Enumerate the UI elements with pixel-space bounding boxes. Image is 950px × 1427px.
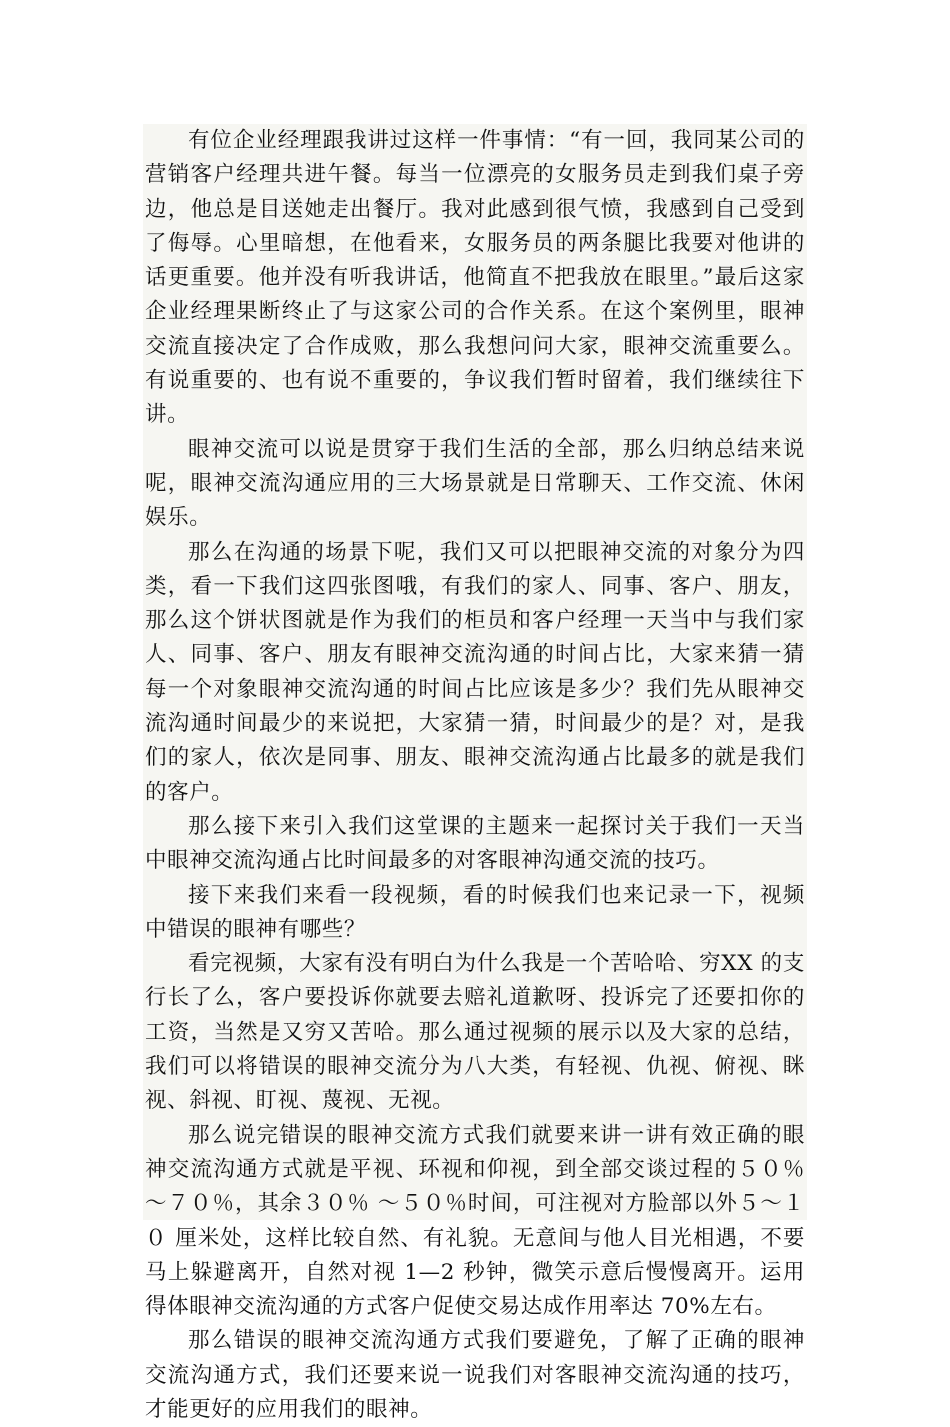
paragraph-2: 眼神交流可以说是贯穿于我们生活的全部，那么归纳总结来说呢，眼神交流沟通应用的三大场景就是日常聊天、工作交流、休闲娱乐。 [145,436,805,531]
paragraph-4: 那么接下来引入我们这堂课的主题来一起探讨关于我们一天当中眼神交流沟通占比时间最多的对客眼神沟通交流的技巧。 [145,813,805,874]
document-body [145,124,805,1427]
paragraph-6: 看完视频，大家有没有明白为什么我是一个苦哈哈、穷XX 的支行长了么，客户要投诉你就要去赔礼道歉呀、投诉完了还要扣你的工资，当然是又穷又苦哈。那么通过视频的展示以及大家的总结，我们可以将错误的眼神交流分为八大类，有轻视、仇视、俯视、眯视、斜视、盯视、蔑视、无视。 [145,951,805,1114]
paragraph-3: 那么在沟通的场景下呢，我们又可以把眼神交流的对象分为四类，看一下我们这四张图哦，有我们的家人、同事、客户、朋友，那么这个饼状图就是作为我们的柜员和客户经理一天当中与我们家人、同事、客户、朋友有眼神交流沟通的时间占比，大家来猜一猜每一个对象眼神交流沟通的时间占比应该是多少？我们先从眼神交流沟通时间最少的来说把，大家猜一猜，时间最少的是？对，是我们的家人，依次是同事、朋友、眼神交流沟通占比最多的就是我们的客户。 [145,539,805,805]
paragraph-7: 那么说完错误的眼神交流方式我们就要来讲一讲有效正确的眼神交流沟通方式就是平视、环视和仰视，到全部交谈过程的５０％～７０％，其余３０％ ～５０％时间，可注视对方脸部以外５～１０ 厘米处，这样比较自然、有礼貌。无意间与他人目光相遇，不要马上躲避离开，自然对视 1—2 秒钟，微笑示意后慢慢离开。运用得体眼神交流沟通的方式客户促使交易达成作用率达 70%左右。 [145,1122,805,1320]
paragraph-1: 有位企业经理跟我讲过这样一件事情：“有一回，我同某公司的营销客户经理共进午餐。每当一位漂亮的女服务员走到我们桌子旁边，他总是目送她走出餐厅。我对此感到很气愤，我感到自己受到了侮辱。心里暗想，在他看来，女服务员的两条腿比我要对他讲的话更重要。他并没有听我讲话，他简直不把我放在眼里。”最后这家企业经理果断终止了与这家公司的合作关系。在这个案例里，眼神交流直接决定了合作成败，那么我想问问大家，眼神交流重要么。有说重要的、也有说不重要的，争议我们暂时留着，我们继续往下讲。 [145,128,805,428]
paragraph-8: 那么错误的眼神交流沟通方式我们要避免，了解了正确的眼神交流沟通方式，我们还要来说一说我们对客眼神交流沟通的技巧，才能更好的应用我们的眼神。 [145,1328,805,1422]
paragraph-5: 接下来我们来看一段视频，看的时候我们也来记录一下，视频中错误的眼神有哪些？ [145,882,805,942]
